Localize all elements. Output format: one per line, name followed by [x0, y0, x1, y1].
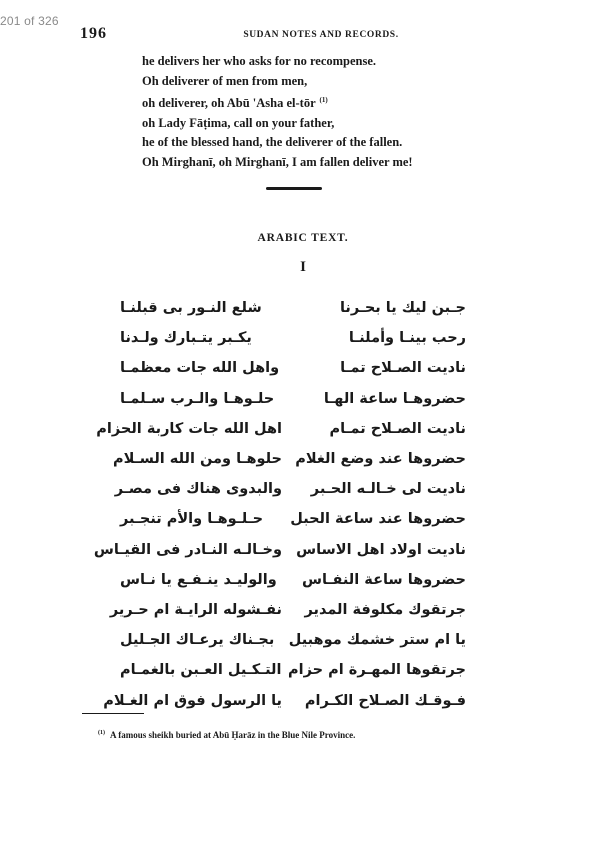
poem-row	[120, 655, 466, 685]
verse-line: Oh deliverer of men from men,	[142, 73, 308, 88]
poem-row	[120, 323, 466, 353]
section-title: ARABIC TEXT.	[257, 232, 349, 244]
hemistich-first: يا ام ستر خشمك موهبيل	[288, 632, 466, 649]
running-head: SUDAN NOTES AND RECORDS.	[243, 30, 399, 40]
hemistich-first: حضروها عند وضع الغلام	[295, 451, 466, 468]
poem-row	[96, 414, 466, 444]
hemistich-first: فـوقـك الصـلاح الكـرام	[304, 692, 466, 709]
hemistich-second: اهل الله جات كاربة الحزام	[96, 420, 282, 437]
poem-row	[120, 293, 466, 323]
section-numeral: I	[300, 259, 306, 275]
hemistich-second: شلع النـور بى قبلنـا	[120, 300, 262, 317]
hemistich-second: نفـشوله الرايـة ام حـرير	[109, 601, 282, 618]
footnote-text: A famous sheikh buried at Abū Ḥarāz in the Blue Nile Province.	[110, 730, 356, 740]
poem-row	[120, 353, 466, 383]
hemistich-second: والبدوى هناك فى مصـر	[114, 481, 282, 498]
poem-row	[109, 595, 466, 625]
hemistich-second: يا الرسول فوق ام الغـلام	[103, 692, 282, 709]
footnote-rule	[82, 713, 144, 714]
hemistich-second: حلوهـا ومن الله السـلام	[113, 451, 282, 468]
poem-row	[120, 625, 466, 655]
verse-line: Oh Mirghanī, oh Mirghanī, I am fallen deliver me!	[142, 154, 413, 169]
hemistich-first: جرتقوك مكلوفة المدير	[304, 601, 466, 618]
hemistich-first: رحب بينـا وأملنـا	[348, 330, 466, 347]
hemistich-first: ناديت الصـلاح تمـام	[329, 420, 466, 437]
poem-row	[120, 384, 466, 414]
poem-row	[120, 504, 466, 534]
hemistich-second: واهل الله جات معظمـا	[120, 360, 280, 377]
hemistich-second: والوليـد ينـفـع يا نـاس	[120, 571, 277, 588]
verse-line: oh Lady Fāṭima, call on your father,	[142, 115, 335, 130]
hemistich-first: ناديت الصـلاح تمـا	[340, 360, 466, 377]
hemistich-second: حلـوهـا والـرب سـلمـا	[120, 390, 275, 407]
verse-line: he of the blessed hand, the deliverer of the fallen.	[142, 135, 403, 150]
footnote-marker: (1)	[98, 730, 105, 736]
hemistich-first: جـبن ليك يا بحـرنا	[339, 300, 466, 317]
hemistich-first: حضروهـا ساعة الهـا	[323, 390, 466, 407]
footnote	[98, 730, 355, 740]
hemistich-second: يكـبر يتـبارك ولـدنا	[120, 330, 252, 347]
poem-row	[120, 565, 466, 595]
english-verse-block	[142, 52, 413, 173]
hemistich-second: وخـالـه النـادر فى القيـاس	[93, 541, 282, 558]
poem-row	[93, 535, 466, 565]
footnote-reference[interactable]: (1)	[319, 96, 328, 105]
hemistich-first: جرتقوها المهـرة ام حزام	[288, 662, 466, 679]
hemistich-first: ناديت لى خـالـه الحـبر	[310, 481, 466, 498]
hemistich-first: حضروها عند ساعة الحبل	[290, 511, 466, 528]
arabic-poem	[93, 293, 466, 716]
page-number: 196	[80, 25, 107, 42]
poem-row	[113, 444, 466, 474]
hemistich-second: بجـناك يرعـاك الجـليل	[120, 632, 275, 649]
hemistich-second: التـكـيل العـبن بالغمـام	[120, 662, 282, 679]
hemistich-first: ناديت اولاد اهل الاساس	[296, 541, 466, 558]
section-divider-rule	[266, 187, 322, 190]
hemistich-second: حـلـوهـا والأم تنجـبر	[120, 511, 264, 528]
page-indicator: 201 of 326	[0, 14, 59, 28]
poem-row	[114, 474, 466, 504]
verse-line: oh deliverer, oh Abū 'Asha el-tōr $^{(1)}$	[142, 96, 328, 111]
verse-line: he delivers her who asks for no recompense.	[142, 54, 377, 68]
poem-row	[103, 685, 466, 715]
hemistich-first: حضروها ساعة النفـاس	[302, 571, 466, 588]
